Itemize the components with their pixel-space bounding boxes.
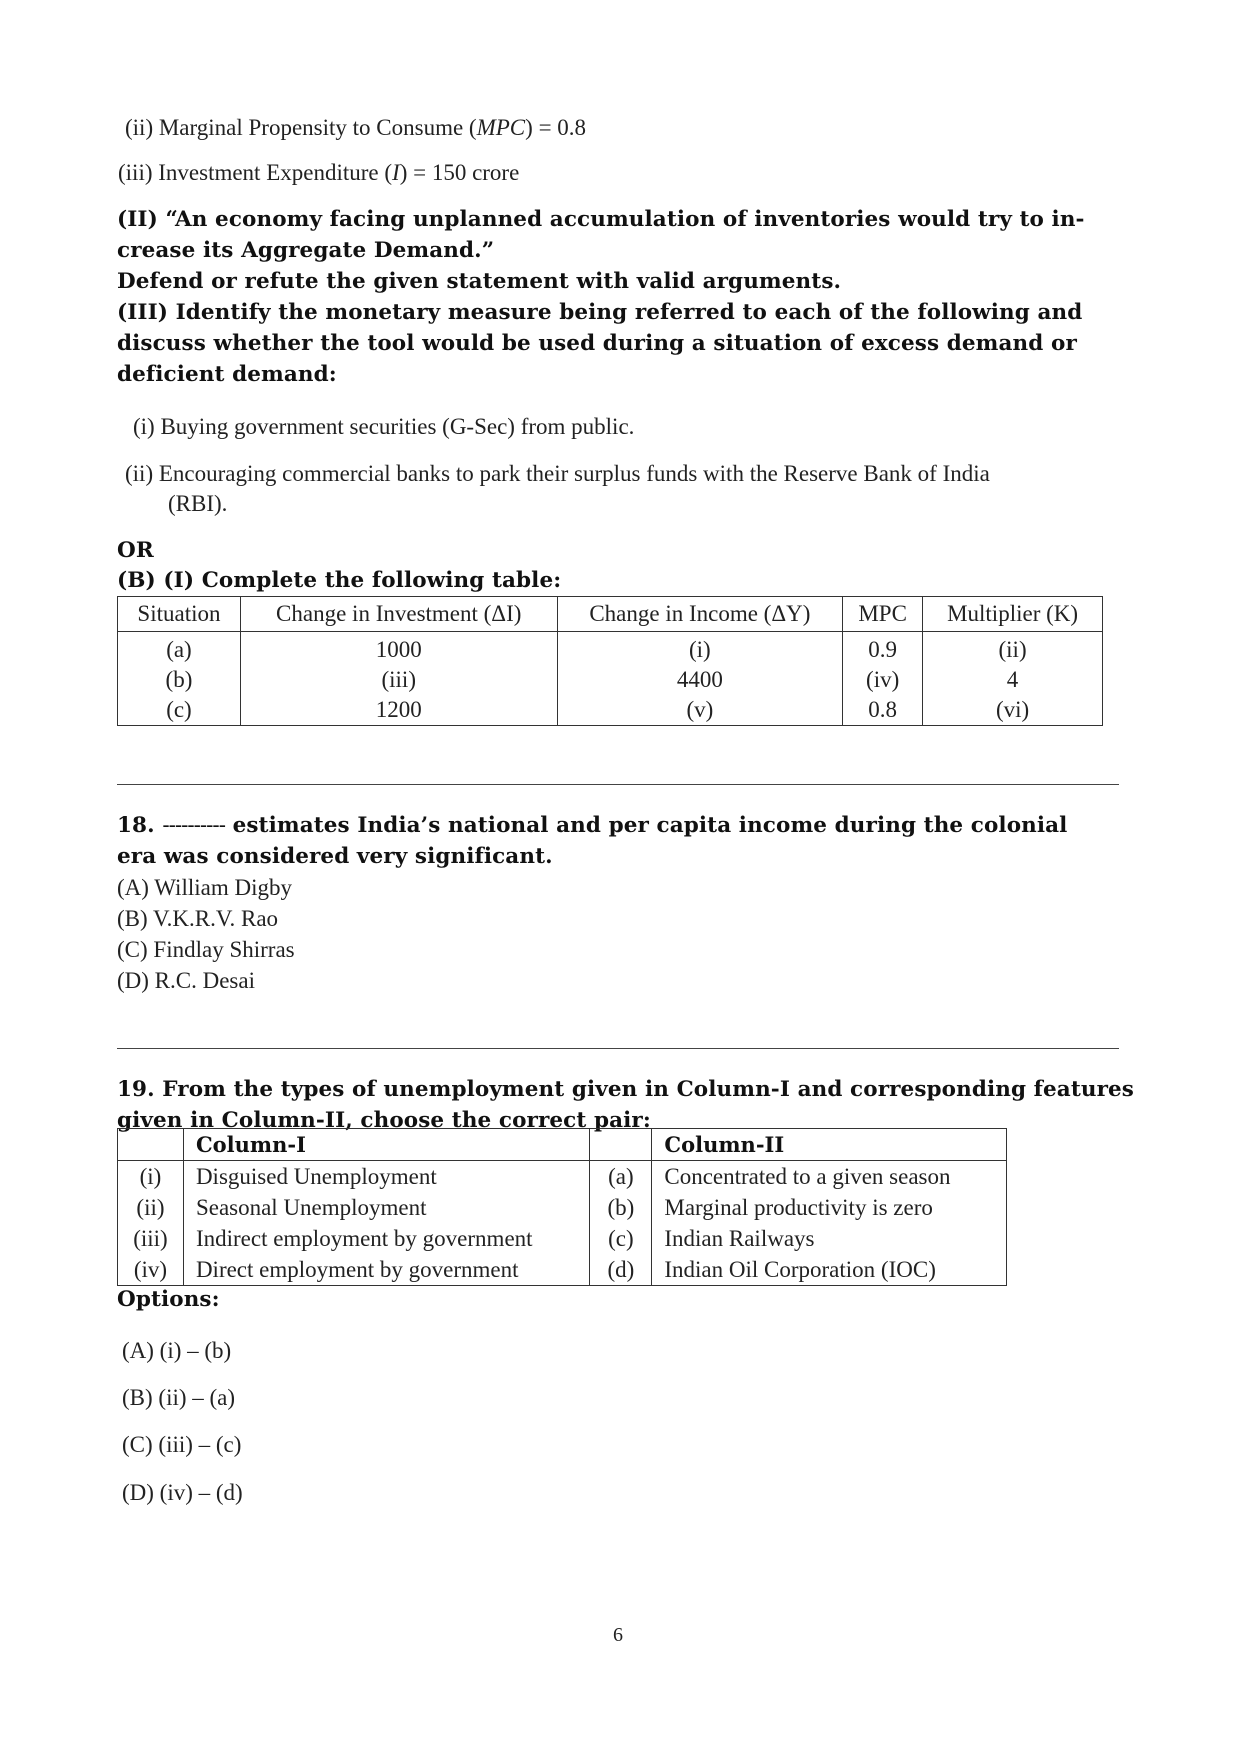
part-III-line3: deficient demand: — [117, 362, 337, 387]
col2-letter: (b) — [590, 1192, 652, 1223]
given-label: (ii) — [125, 115, 154, 140]
table-row — [118, 665, 1103, 695]
col1-number: (ii) — [118, 1192, 184, 1223]
col2-letter: (a) — [590, 1161, 652, 1193]
item-text: Encouraging commercial banks to park their surplus funds with the Reserve Bank of India — [158, 461, 990, 486]
cell: 4 — [923, 665, 1103, 695]
cell: (vi) — [923, 695, 1103, 726]
cell: (iii) — [240, 665, 557, 695]
part-III-item-ii-cont: (RBI). — [168, 491, 228, 516]
cell: (ii) — [923, 632, 1103, 666]
col1-text: Direct employment by government — [183, 1254, 590, 1286]
given-mpc — [125, 115, 586, 141]
given-label: (iii) — [118, 160, 153, 185]
question-number: 18. — [117, 813, 155, 838]
given-text: Investment Expenditure ( — [158, 160, 393, 185]
col2-text: Concentrated to a given season — [652, 1161, 1007, 1193]
cell: (i) — [557, 632, 843, 666]
q18-line1 — [117, 813, 1067, 838]
col1-number: (iv) — [118, 1254, 184, 1286]
table-row — [118, 632, 1103, 666]
cell: 1000 — [240, 632, 557, 666]
q19-line1: 19. From the types of unemployment given in Column-I and corresponding features — [117, 1077, 1135, 1102]
given-investment — [118, 160, 519, 186]
cell: (b) — [118, 665, 241, 695]
item-label: (ii) — [125, 461, 154, 486]
cell: (c) — [118, 695, 241, 726]
part-III-item-ii — [125, 461, 990, 487]
col1-text: Disguised Unemployment — [183, 1161, 590, 1193]
q18-option-a: (A) William Digby — [117, 875, 292, 900]
q18-option-d: (D) R.C. Desai — [117, 968, 255, 993]
col2-letter: (d) — [590, 1254, 652, 1286]
col2-text: Indian Oil Corporation (IOC) — [652, 1254, 1007, 1286]
item-label: (i) — [133, 414, 155, 439]
cell: 1200 — [240, 695, 557, 726]
part-B-heading: (B) (I) Complete the following table: — [117, 568, 562, 593]
q18-option-c: (C) Findlay Shirras — [117, 937, 295, 962]
table-row — [118, 1223, 1007, 1254]
table-header-row — [118, 1129, 1007, 1161]
header-blank — [118, 1129, 184, 1161]
col2-text: Indian Railways — [652, 1223, 1007, 1254]
or-label: OR — [117, 538, 154, 563]
section-divider — [117, 1048, 1119, 1049]
table-row — [118, 1192, 1007, 1223]
table-row — [118, 1254, 1007, 1286]
unemployment-match-table — [117, 1128, 1007, 1286]
col2-text: Marginal productivity is zero — [652, 1192, 1007, 1223]
given-text: Marginal Propensity to Consume ( — [158, 115, 477, 140]
cell: (iv) — [843, 665, 923, 695]
q19-option-d: (D) (iv) – (d) — [122, 1480, 243, 1505]
cell: 0.8 — [843, 695, 923, 726]
col1-number: (iii) — [118, 1223, 184, 1254]
cell: (v) — [557, 695, 843, 726]
col1-text: Seasonal Unemployment — [183, 1192, 590, 1223]
q19-option-b: (B) (ii) – (a) — [122, 1385, 236, 1410]
col2-letter: (c) — [590, 1223, 652, 1254]
header-situation: Situation — [118, 597, 241, 632]
part-II-line2: crease its Aggregate Demand.” — [117, 238, 495, 263]
header-blank — [590, 1129, 652, 1161]
part-II-line1: (II) “An economy facing unplanned accumulation of inventories would try to in- — [117, 207, 1085, 232]
header-change-investment: Change in Investment (ΔI) — [240, 597, 557, 632]
col1-text: Indirect employment by government — [183, 1223, 590, 1254]
cell: (a) — [118, 632, 241, 666]
question-text: estimates India’s national and per capita income during the colonial — [232, 813, 1068, 838]
table-header-row — [118, 597, 1103, 632]
col1-number: (i) — [118, 1161, 184, 1193]
cell: 0.9 — [843, 632, 923, 666]
q19-option-a: (A) (i) – (b) — [122, 1338, 232, 1363]
cell: 4400 — [557, 665, 843, 695]
part-III-line1: (III) Identify the monetary measure being referred to each of the following and — [117, 300, 1083, 325]
header-column-II: Column-II — [652, 1129, 1007, 1161]
q19-options-label: Options: — [117, 1287, 220, 1312]
part-II-line3: Defend or refute the given statement with valid arguments. — [117, 269, 842, 294]
table-row — [118, 695, 1103, 726]
q18-option-b: (B) V.K.R.V. Rao — [117, 906, 279, 931]
given-value: ) = 150 crore — [399, 160, 520, 185]
part-III-item-i — [133, 414, 634, 440]
header-column-I: Column-I — [183, 1129, 590, 1161]
multiplier-table — [117, 596, 1103, 726]
q19-line2: given in Column-II, choose the correct pair: — [117, 1108, 651, 1133]
given-value: ) = 0.8 — [525, 115, 587, 140]
part-III-line2: discuss whether the tool would be used during a situation of excess demand or — [117, 331, 1077, 356]
item-text: Buying government securities (G-Sec) from public. — [160, 414, 635, 439]
table-row — [118, 1161, 1007, 1193]
header-mpc: MPC — [843, 597, 923, 632]
page-number: 6 — [613, 1624, 623, 1646]
math-var: MPC — [476, 115, 526, 140]
section-divider — [117, 784, 1119, 785]
header-multiplier: Multiplier (K) — [923, 597, 1103, 632]
q19-option-c: (C) (iii) – (c) — [122, 1432, 242, 1457]
q18-line2: era was considered very significant. — [117, 844, 553, 869]
header-change-income: Change in Income (ΔY) — [557, 597, 843, 632]
fill-blank: ---------- — [162, 813, 225, 838]
math-var: I — [392, 160, 400, 185]
